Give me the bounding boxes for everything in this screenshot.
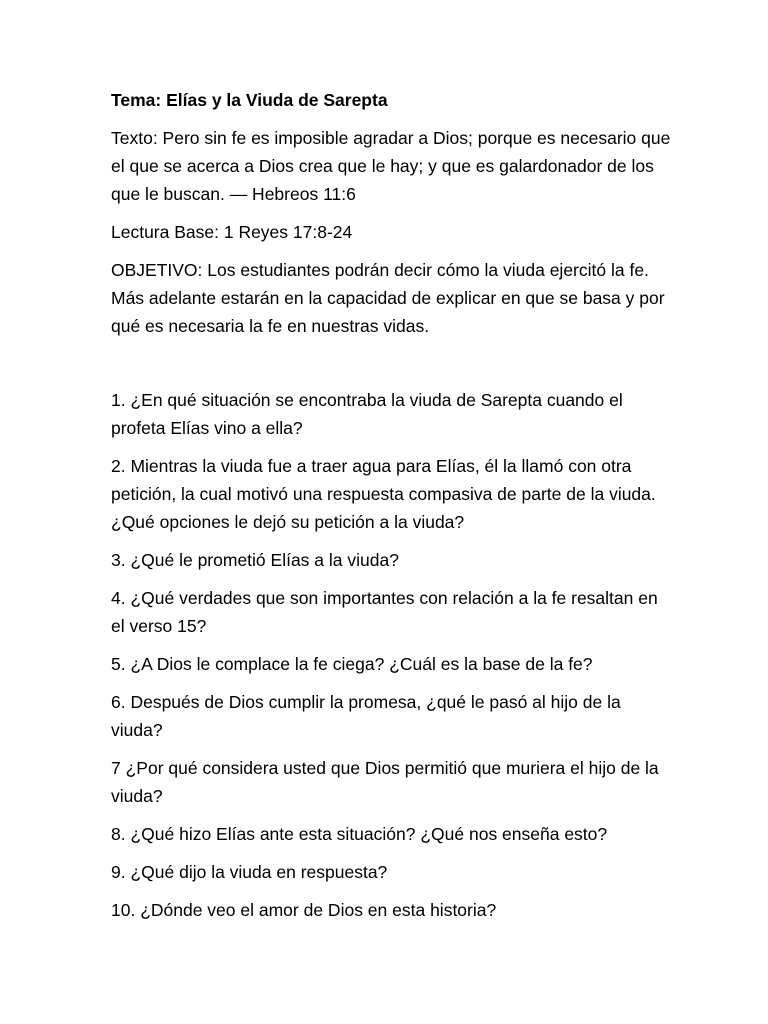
- scripture-text: Texto: Pero sin fe es imposible agradar a Dios; porque es necesario que el que se acerca a Dios crea que le hay; y que es galardonador de los que le buscan. — Hebreos 11:6: [111, 128, 671, 204]
- question-item: 5. ¿A Dios le complace la fe ciega? ¿Cuál es la base de la fe?: [111, 654, 593, 674]
- document-title: Tema: Elías y la Viuda de Sarepta: [111, 90, 388, 110]
- questions-list: [111, 386, 671, 924]
- question-item: 7 ¿Por qué considera usted que Dios permitió que muriera el hijo de la viuda?: [111, 758, 659, 806]
- question-item: 4. ¿Qué verdades que son importantes con relación a la fe resaltan en el verso 15?: [111, 588, 658, 636]
- question-item: 3. ¿Qué le prometió Elías a la viuda?: [111, 550, 399, 570]
- base-reading: Lectura Base: 1 Reyes 17:8-24: [111, 222, 353, 242]
- document-page: [111, 86, 671, 934]
- question-item: 8. ¿Qué hizo Elías ante esta situación? ¿Qué nos enseña esto?: [111, 824, 608, 844]
- section-spacer: [111, 350, 671, 386]
- objective-paragraph: OBJETIVO: Los estudiantes podrán decir cómo la viuda ejercitó la fe. Más adelante estarán en la capacidad de explicar en que se basa y por qué es necesaria la fe en nuestras vidas.: [111, 260, 665, 336]
- question-item: 10. ¿Dónde veo el amor de Dios en esta historia?: [111, 900, 497, 920]
- question-item: 9. ¿Qué dijo la viuda en respuesta?: [111, 862, 388, 882]
- question-item: 1. ¿En qué situación se encontraba la viuda de Sarepta cuando el profeta Elías vino a ella?: [111, 390, 623, 438]
- question-item: 2. Mientras la viuda fue a traer agua para Elías, él la llamó con otra petición, la cual motivó una respuesta compasiva de parte de la viuda. ¿Qué opciones le dejó su petición a la viuda?: [111, 456, 656, 532]
- question-item: 6. Después de Dios cumplir la promesa, ¿qué le pasó al hijo de la viuda?: [111, 692, 621, 740]
